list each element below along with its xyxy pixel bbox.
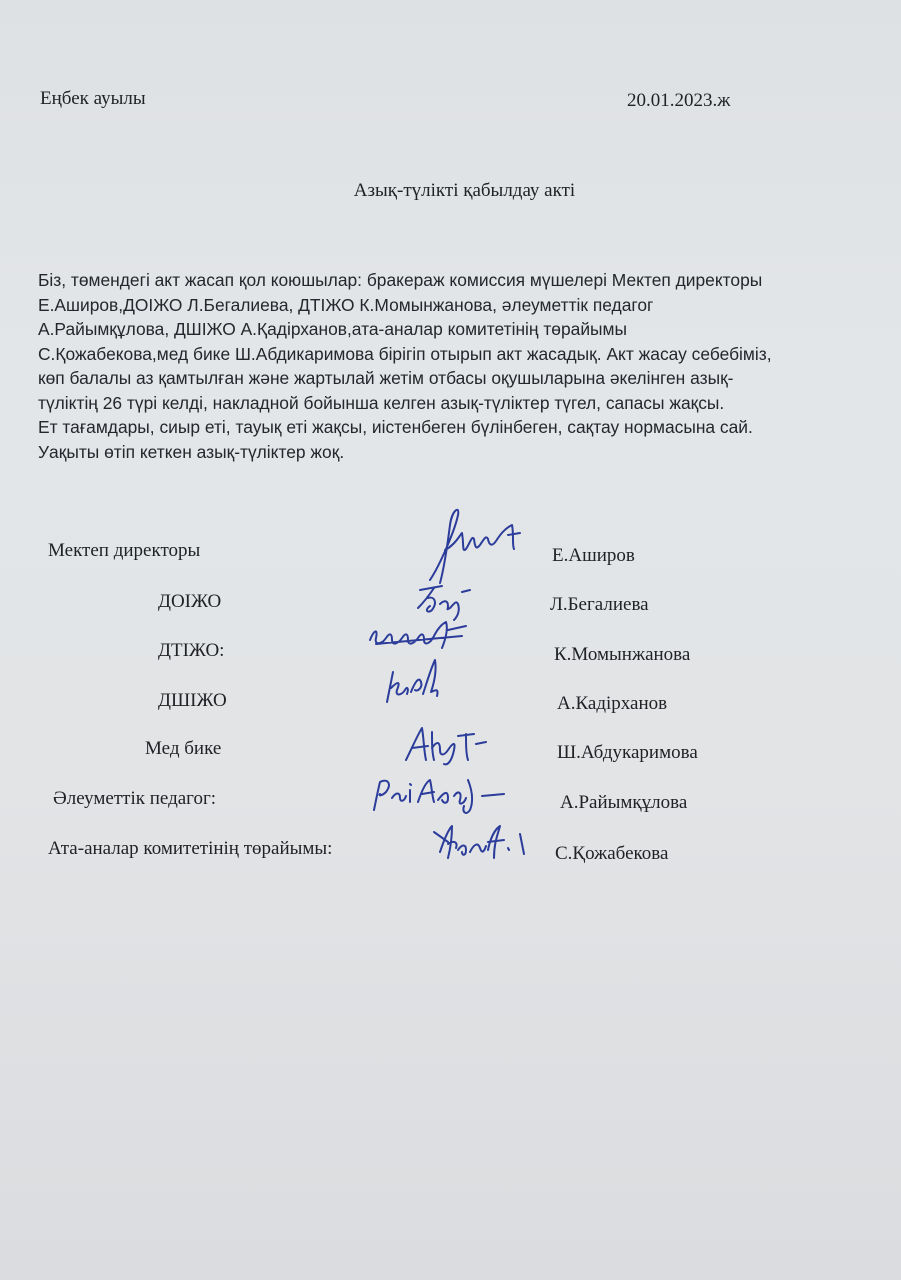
signatory-role-doizho: ДОІЖО: [158, 591, 222, 612]
signatory-role-parents-committee: Ата-аналар комитетінің төрайымы:: [48, 838, 333, 859]
signatory-name-social-pedagog: А.Райымқұлова: [560, 792, 688, 813]
signatory-role-dtizho: ДТІЖО:: [158, 640, 225, 661]
act-body-text: [38, 268, 868, 464]
signatory-name-director: Е.Аширов: [552, 545, 635, 566]
signature-social-pedagog: [368, 760, 518, 820]
signatory-name-nurse: Ш.Абдукаримова: [557, 742, 698, 763]
signatory-role-dshizho: ДШІЖО: [158, 690, 227, 711]
body-line: көп балалы аз қамтылған және жартылай жетім отбасы оқушыларына әкелінген азық-: [38, 368, 734, 388]
signatory-name-doizho: Л.Бегалиева: [550, 594, 649, 615]
signature-parents-committee: [428, 818, 538, 868]
body-line: Біз, төмендегі акт жасап қол коюшылар: бракераж комиссия мүшелері Мектеп директоры: [38, 270, 763, 290]
body-line: Ет тағамдары, сиыр еті, тауық еті жақсы, иістенбеген бүлінбеген, сақтау нормасына сай.: [38, 417, 753, 437]
body-line: Е.Аширов,ДОІЖО Л.Бегалиева, ДТІЖО К.Момынжанова, әлеуметтік педагог: [38, 294, 654, 315]
document-title: Азық-түлікті қабылдау акті: [353, 180, 576, 201]
document-date: 20.01.2023.ж: [627, 90, 731, 111]
signatory-role-social-pedagog: Әлеуметтік педагог:: [53, 788, 217, 809]
signatory-name-dtizho: К.Момынжанова: [554, 644, 691, 665]
signature-director: [400, 505, 530, 590]
body-line: С.Қожабекова,мед бике Ш.Абдикаримова бірігіп отырып акт жасадық. Акт жасау себебіміз,: [38, 343, 772, 364]
signature-dshizho: [375, 652, 455, 712]
body-line: А.Райымқұлова, ДШІЖО А.Қадірханов,ата-аналар комитетінің төрайымы: [38, 319, 627, 339]
signatory-role-director: Мектеп директоры: [48, 540, 201, 561]
place-name: Еңбек ауылы: [40, 88, 146, 109]
body-line: Уақыты өтіп кеткен азық-түліктер жоқ.: [38, 441, 345, 462]
signatory-name-parents-committee: С.Қожабекова: [555, 843, 669, 864]
body-line: түліктің 26 түрі келді, накладной бойынша келген азық-түліктер түгел, сапасы жақсы.: [38, 392, 725, 413]
signatory-role-nurse: Мед бике: [145, 738, 222, 759]
signatory-name-dshizho: А.Кадірханов: [557, 693, 668, 714]
